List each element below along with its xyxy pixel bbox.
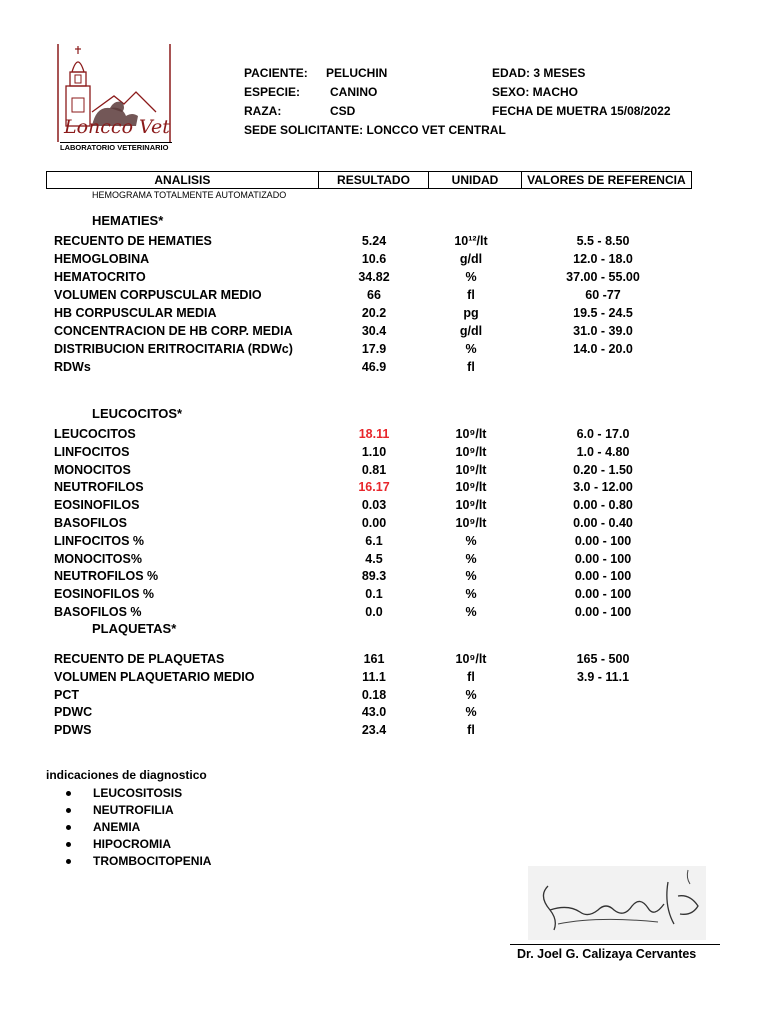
analysis-name: CONCENTRACION DE HB CORP. MEDIA bbox=[54, 324, 293, 338]
result-value: 0.00 bbox=[361, 516, 387, 530]
result-value: 46.9 bbox=[361, 360, 387, 374]
analysis-name: NEUTROFILOS bbox=[54, 480, 144, 495]
reference-range: 6.0 - 17.0 bbox=[576, 427, 630, 441]
result-value: 43.0 bbox=[361, 705, 387, 720]
section-title-plaquetas: PLAQUETAS* bbox=[92, 621, 177, 636]
analysis-name: EOSINOFILOS % bbox=[54, 587, 155, 602]
unit-value: % bbox=[465, 587, 477, 602]
table-row bbox=[0, 670, 768, 687]
result-value: 11.1 bbox=[362, 669, 386, 684]
table-row bbox=[0, 605, 768, 622]
analysis-name: BASOFILOS bbox=[54, 516, 127, 530]
result-value: 0.03 bbox=[361, 498, 387, 513]
header-unidad: UNIDAD bbox=[429, 172, 522, 188]
result-value: 66 bbox=[367, 288, 381, 302]
table-row bbox=[0, 552, 768, 569]
result-value: 1.10 bbox=[361, 444, 387, 459]
analysis-name: LEUCOCITOS bbox=[54, 427, 136, 441]
table-row bbox=[0, 445, 768, 462]
section-title-hematies: HEMATIES* bbox=[92, 213, 164, 228]
logo-subtitle: LABORATORIO VETERINARIO bbox=[60, 143, 169, 152]
reference-range: 0.00 - 100 bbox=[574, 605, 632, 619]
result-value: 30.4 bbox=[361, 324, 387, 338]
table-row bbox=[0, 516, 768, 533]
result-value: 6.1 bbox=[365, 533, 383, 548]
logo-underline bbox=[60, 142, 172, 143]
header-resultado: RESULTADO bbox=[319, 172, 429, 188]
result-value: 20.2 bbox=[361, 306, 387, 320]
analysis-name: RECUENTO DE HEMATIES bbox=[54, 234, 212, 248]
diagnosis-item: HIPOCROMIA bbox=[93, 837, 171, 851]
reference-range: 0.00 - 100 bbox=[574, 587, 632, 602]
unit-value: 10⁹/lt bbox=[455, 480, 487, 495]
analysis-name: LINFOCITOS % bbox=[54, 533, 145, 548]
analysis-name: PDWC bbox=[54, 705, 93, 720]
result-value: 23.4 bbox=[361, 723, 387, 738]
sede-solicitante: SEDE SOLICITANTE: LONCCO VET CENTRAL bbox=[244, 123, 506, 137]
analysis-name: MONOCITOS bbox=[54, 462, 131, 477]
lab-logo bbox=[52, 42, 176, 154]
bullet-icon bbox=[66, 808, 71, 813]
unit-value: fl bbox=[467, 669, 475, 684]
section-title-leucocitos: LEUCOCITOS* bbox=[92, 406, 183, 421]
patient-name-value: PELUCHIN bbox=[326, 66, 388, 80]
result-value: 89.3 bbox=[361, 569, 387, 584]
reference-range: 5.5 - 8.50 bbox=[576, 234, 630, 248]
bullet-icon bbox=[66, 859, 71, 864]
table-row bbox=[0, 252, 768, 269]
table-row bbox=[0, 306, 768, 323]
table-row bbox=[0, 569, 768, 586]
reference-range: 3.9 - 11.1 bbox=[576, 669, 630, 684]
analysis-name: DISTRIBUCION ERITROCITARIA (RDWc) bbox=[54, 342, 293, 356]
header-analisis: ANALISIS bbox=[47, 172, 319, 188]
result-value: 0.81 bbox=[361, 462, 387, 477]
reference-range: 0.00 - 0.40 bbox=[573, 516, 633, 530]
unit-value: % bbox=[465, 569, 477, 584]
patient-name-label: PACIENTE: bbox=[244, 66, 308, 80]
table-row bbox=[0, 324, 768, 341]
reference-range: 14.0 - 20.0 bbox=[573, 342, 633, 356]
reference-range: 12.0 - 18.0 bbox=[573, 252, 633, 266]
bullet-icon bbox=[66, 842, 71, 847]
bullet-icon bbox=[66, 825, 71, 830]
result-value: 16.17 bbox=[358, 480, 390, 495]
result-value: 4.5 bbox=[365, 551, 383, 566]
unit-value: % bbox=[465, 705, 477, 720]
unit-value: % bbox=[465, 605, 477, 619]
analysis-name: PCT bbox=[54, 687, 79, 702]
table-subtitle: HEMOGRAMA TOTALMENTE AUTOMATIZADO bbox=[92, 190, 287, 200]
result-value: 10.6 bbox=[361, 252, 387, 266]
species-value: CANINO bbox=[330, 85, 378, 99]
result-value: 5.24 bbox=[361, 234, 387, 248]
diagnosis-title: indicaciones de diagnostico bbox=[46, 768, 207, 782]
result-value: 0.1 bbox=[365, 587, 383, 602]
reference-range: 0.00 - 0.80 bbox=[573, 498, 633, 513]
analysis-name: HEMATOCRITO bbox=[54, 270, 146, 284]
diagnosis-item: NEUTROFILIA bbox=[93, 803, 174, 817]
breed-label: RAZA: bbox=[244, 104, 282, 118]
table-row bbox=[0, 688, 768, 705]
table-row bbox=[0, 480, 768, 497]
reference-range: 31.0 - 39.0 bbox=[573, 324, 633, 338]
reference-range: 3.0 - 12.00 bbox=[573, 480, 633, 495]
unit-value: 10⁹/lt bbox=[455, 498, 487, 513]
table-row bbox=[0, 652, 768, 669]
unit-value: 10⁹/lt bbox=[455, 462, 487, 477]
result-value: 18.11 bbox=[358, 427, 390, 441]
doctor-signature bbox=[528, 866, 706, 940]
reference-range: 165 - 500 bbox=[576, 652, 630, 666]
reference-range: 0.20 - 1.50 bbox=[573, 462, 633, 477]
unit-value: 10¹²/lt bbox=[454, 234, 488, 248]
header-referencia: VALORES DE REFERENCIA bbox=[527, 173, 686, 187]
patient-sex: SEXO: MACHO bbox=[492, 85, 579, 99]
signature-line bbox=[510, 944, 720, 945]
unit-value: 10⁹/lt bbox=[455, 652, 487, 666]
analysis-name: LINFOCITOS bbox=[54, 444, 130, 459]
result-value: 34.82 bbox=[358, 270, 390, 284]
analysis-name: HB CORPUSCULAR MEDIA bbox=[54, 306, 217, 320]
reference-range: 37.00 - 55.00 bbox=[566, 270, 640, 284]
table-row bbox=[0, 360, 768, 377]
table-row bbox=[0, 498, 768, 515]
reference-range: 0.00 - 100 bbox=[574, 533, 632, 548]
unit-value: fl bbox=[467, 723, 475, 738]
table-row bbox=[0, 534, 768, 551]
analysis-name: VOLUMEN PLAQUETARIO MEDIO bbox=[54, 669, 255, 684]
unit-value: % bbox=[465, 687, 477, 702]
analysis-name: BASOFILOS % bbox=[54, 605, 142, 619]
bullet-icon bbox=[66, 791, 71, 796]
result-value: 0.18 bbox=[361, 687, 387, 702]
table-row bbox=[0, 342, 768, 359]
analysis-name: RDWs bbox=[54, 360, 91, 374]
table-row bbox=[0, 270, 768, 287]
reference-range: 1.0 - 4.80 bbox=[576, 444, 630, 459]
results-table-header bbox=[46, 171, 692, 189]
breed-value: CSD bbox=[330, 104, 356, 118]
result-value: 0.0 bbox=[365, 605, 383, 619]
diagnosis-item: LEUCOSITOSIS bbox=[93, 786, 183, 800]
reference-range: 0.00 - 100 bbox=[574, 569, 632, 584]
unit-value: 10⁹/lt bbox=[455, 516, 487, 530]
analysis-name: EOSINOFILOS bbox=[54, 498, 140, 513]
analysis-name: PDWS bbox=[54, 723, 92, 738]
unit-value: 10⁹/lt bbox=[455, 427, 487, 441]
unit-value: % bbox=[465, 342, 477, 356]
unit-value: % bbox=[465, 270, 477, 284]
analysis-name: MONOCITOS% bbox=[54, 551, 142, 566]
result-value: 17.9 bbox=[361, 342, 387, 356]
table-row bbox=[0, 723, 768, 740]
table-row bbox=[0, 587, 768, 604]
table-row bbox=[0, 705, 768, 722]
result-value: 161 bbox=[363, 652, 385, 666]
table-row bbox=[0, 234, 768, 251]
reference-range: 60 -77 bbox=[585, 288, 621, 302]
table-row bbox=[0, 288, 768, 305]
analysis-name: RECUENTO DE PLAQUETAS bbox=[54, 652, 225, 666]
unit-value: g/dl bbox=[459, 252, 483, 266]
unit-value: fl bbox=[467, 288, 475, 302]
analysis-name: NEUTROFILOS % bbox=[54, 569, 159, 584]
unit-value: % bbox=[465, 533, 477, 548]
table-row bbox=[0, 463, 768, 480]
unit-value: pg bbox=[463, 306, 479, 320]
logo-brand: Loncco Vet bbox=[64, 116, 170, 138]
diagnosis-item: TROMBOCITOPENIA bbox=[93, 854, 212, 868]
analysis-name: VOLUMEN CORPUSCULAR MEDIO bbox=[54, 288, 262, 302]
table-row bbox=[0, 427, 768, 444]
reference-range: 0.00 - 100 bbox=[574, 551, 632, 566]
diagnosis-item: ANEMIA bbox=[93, 820, 141, 834]
doctor-name: Dr. Joel G. Calizaya Cervantes bbox=[517, 947, 697, 961]
species-label: ESPECIE: bbox=[244, 85, 301, 99]
analysis-name: HEMOGLOBINA bbox=[54, 252, 150, 266]
sample-date: FECHA DE MUETRA 15/08/2022 bbox=[492, 104, 671, 118]
reference-range: 19.5 - 24.5 bbox=[573, 306, 633, 320]
unit-value: fl bbox=[467, 360, 475, 374]
patient-age: EDAD: 3 MESES bbox=[492, 66, 586, 80]
unit-value: 10⁹/lt bbox=[455, 444, 487, 459]
unit-value: g/dl bbox=[459, 324, 483, 338]
unit-value: % bbox=[465, 551, 477, 566]
